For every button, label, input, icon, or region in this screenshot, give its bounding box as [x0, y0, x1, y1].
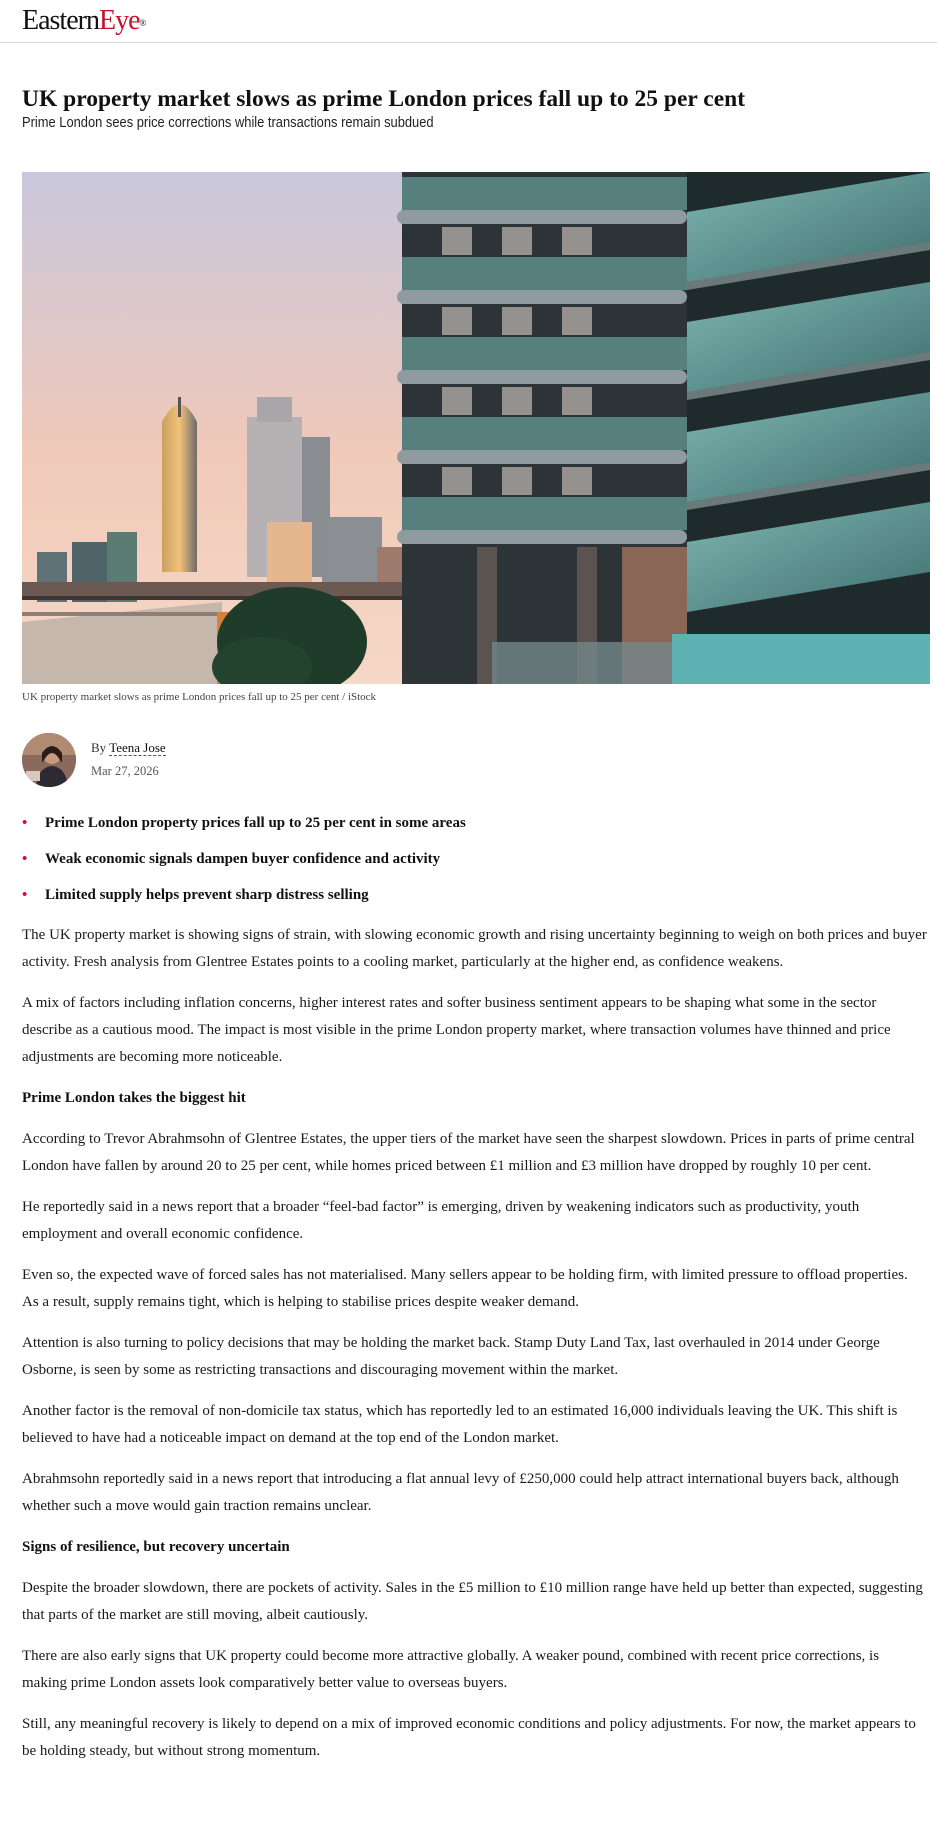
- key-point: [22, 812, 922, 848]
- section-heading: Signs of resilience, but recovery uncertain: [22, 1539, 290, 1555]
- key-point: [22, 884, 922, 920]
- bullet-dot-icon: •: [22, 851, 28, 867]
- site-logo[interactable]: [22, 6, 145, 36]
- paragraph: A mix of factors including inflation concerns, higher interest rates and softer business sentiment appears to be shaping what some in the sector describe as a cautious mood. The impact is most visible in the prime London property market, where transaction volumes have thinned and price adjustments are becoming more noticeable.: [22, 995, 891, 1065]
- paragraph: Still, any meaningful recovery is likely to depend on a mix of improved economic conditions and policy adjustments. For now, the market appears to be holding steady, but without strong momentum.: [22, 1716, 916, 1759]
- registered-mark: ®: [139, 18, 146, 28]
- bullet-dot-icon: •: [22, 815, 28, 831]
- key-point-text: Limited supply helps prevent sharp distress selling: [45, 887, 369, 903]
- hero-image: [22, 172, 930, 684]
- paragraph: Despite the broader slowdown, there are pockets of activity. Sales in the £5 million to £10 million range have held up better than expected, suggesting that parts of the market are still moving, albeit cautiously.: [22, 1580, 923, 1623]
- publish-date: Mar 27, 2026: [91, 764, 159, 778]
- author-link[interactable]: Teena Jose: [109, 740, 166, 755]
- logo-text-eastern: Eastern: [22, 5, 99, 36]
- key-point-text: Prime London property prices fall up to 25 per cent in some areas: [45, 815, 466, 831]
- paragraph: Attention is also turning to policy decisions that may be holding the market back. Stamp Duty Land Tax, last overhauled in 2014 under George Osborne, is seen by some as restricting transactions and discouraging movement within the market.: [22, 1335, 880, 1378]
- paragraph: The UK property market is showing signs of strain, with slowing economic growth and rising uncertainty beginning to weigh on both prices and buyer activity. Fresh analysis from Glentree Estates points to a cooling market, particularly at the higher end, as confidence weakens.: [22, 927, 927, 970]
- logo-text-eye: Eye: [98, 5, 140, 36]
- article-body: [22, 922, 927, 1779]
- author-photo: [22, 733, 76, 787]
- author-row: [22, 733, 622, 789]
- image-caption: UK property market slows as prime London prices fall up to 25 per cent / iStock: [22, 691, 377, 703]
- london-skyline-photo: [22, 172, 930, 684]
- key-points-list: [22, 812, 922, 920]
- paragraph: He reportedly said in a news report that a broader “feel-bad factor” is emerging, driven by weakening indicators such as productivity, youth employment and overall economic confidence.: [22, 1199, 860, 1242]
- key-point: [22, 848, 922, 884]
- section-heading: Prime London takes the biggest hit: [22, 1090, 246, 1106]
- byline: [91, 740, 166, 756]
- paragraph: Abrahmsohn reportedly said in a news report that introducing a flat annual levy of £250,000 could help attract international buyers back, although whether such a move would gain traction remains unclear.: [22, 1471, 899, 1514]
- key-point-text: Weak economic signals dampen buyer confidence and activity: [45, 851, 441, 867]
- article-subheadline: Prime London sees price corrections while transactions remain subdued: [22, 114, 434, 131]
- site-header: [0, 0, 937, 43]
- paragraph: According to Trevor Abrahmsohn of Glentree Estates, the upper tiers of the market have seen the sharpest slowdown. Prices in parts of prime central London have fallen by around 20 to 25 per cent, while homes priced between £1 million and £3 million have dropped by roughly 10 per cent.: [22, 1131, 915, 1174]
- article-headline: UK property market slows as prime London prices fall up to 25 per cent: [22, 86, 746, 112]
- bullet-dot-icon: •: [22, 887, 28, 903]
- paragraph: Even so, the expected wave of forced sales has not materialised. Many sellers appear to be holding firm, with limited pressure to offload properties. As a result, supply remains tight, which is helping to stabilise prices despite weaker demand.: [22, 1267, 908, 1310]
- author-avatar[interactable]: [22, 733, 76, 787]
- byline-prefix: By: [91, 740, 107, 755]
- paragraph: Another factor is the removal of non-domicile tax status, which has reportedly led to an estimated 16,000 individuals leaving the UK. This shift is believed to have had a noticeable impact on demand at the top end of the London market.: [22, 1403, 898, 1446]
- paragraph: There are also early signs that UK property could become more attractive globally. A weaker pound, combined with recent price corrections, is making prime London assets look comparatively better value to overseas buyers.: [22, 1648, 880, 1691]
